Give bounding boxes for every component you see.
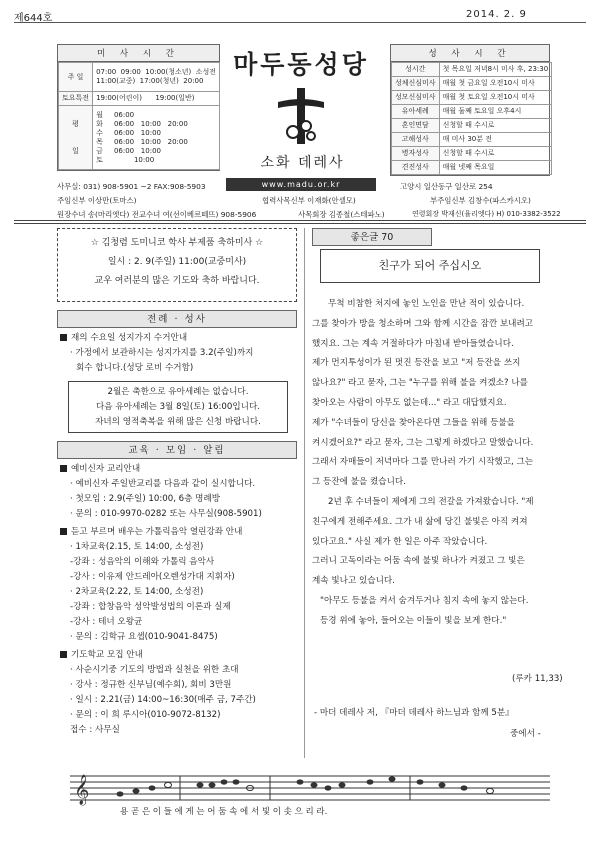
source-citation-suffix: 중에서 - <box>510 729 541 739</box>
celebration-title: ☆ 김청렴 도미니코 학사 부제품 축하미사 ☆ <box>90 238 264 248</box>
music-course-line: · 2차교육(2.22, 토 14:00, 소성전) <box>70 587 204 597</box>
music-course-line: -강좌 : 합창음악 성악발성법의 이론과 실제 <box>70 602 231 612</box>
music-staff <box>70 768 550 806</box>
associate-pastor: 부주임신부 김창수(파스카시오) <box>430 196 531 205</box>
good-word-paragraph: 했지요. 그는 계속 거절하다가 마침내 받아들였습니다. <box>312 338 514 349</box>
cross-rose-logo <box>278 88 324 144</box>
ash-wednesday-title-text: 재의 수요일 성지가지 수거안내 <box>71 333 188 343</box>
good-word-label: 좋은글 70 <box>312 228 432 246</box>
sacrament-key: 견진성사 <box>392 161 440 175</box>
sacrament-key: 유아세례 <box>392 105 440 119</box>
prayer-school-title <box>60 648 262 663</box>
issue-number: 제644호 <box>14 13 53 24</box>
mass-row-key: 평 일 <box>59 106 93 170</box>
celebration-box <box>57 228 297 302</box>
column-divider <box>304 228 305 758</box>
top-rule <box>14 22 586 23</box>
music-course-line: · 문의 : 김학규 요셉(010-9041-8475) <box>70 632 218 642</box>
assistant-priest: 협력사목신부 이재화(안셀모) <box>262 196 356 205</box>
bullet-square-icon <box>60 465 67 472</box>
good-word-paragraph: 켜시겠어요?" 라고 묻자, 그는 그렇게 하겠다고 말했습니다. <box>312 437 534 448</box>
good-word-paragraph: 등경 위에 놓아, 들어오는 이들이 빛을 보게 한다." <box>320 615 507 626</box>
sisters: 원장수녀 송(마리엣다) 전교수녀 여(선이베르떼뜨) 908-5906 <box>57 210 257 219</box>
ash-wednesday-line: 회수 합니다.(성당 로비 수거함) <box>76 363 194 373</box>
good-word-paragraph: 찾아오는 사람이 아무도 없는데..." 라고 대답했지요. <box>312 397 507 408</box>
sacrament-value: 매월 첫 금요일 오전10시 미사 <box>439 77 552 91</box>
music-course-title-text: 듣고 부르며 배우는 가톨릭음악 열린강좌 안내 <box>71 527 243 537</box>
parish-name: 마두동성당 <box>233 50 369 79</box>
good-word-paragraph: 친구에게 전해주세요. 그가 내 삶에 당긴 불빛은 아직 켜져 <box>312 516 528 527</box>
sacrament-value: 첫 목요일 저녁8시 미사 후, 23:30 <box>439 63 552 77</box>
prayer-school-line: · 강사 : 정규한 신부님(예수회), 회비 3만원 <box>70 680 232 690</box>
good-word-paragraph: 2년 후 수녀들이 제에게 그의 전갈을 가져왔습니다. "제 <box>328 496 534 507</box>
sacrament-times-table <box>390 44 550 176</box>
patron-saint: 소화 데레사 <box>260 155 345 171</box>
sacrament-value: 매월 넷째 목요일 <box>439 161 552 175</box>
scripture-reference: (루카 11,33) <box>512 674 563 684</box>
sacrament-key: 성모신심미사 <box>392 91 440 105</box>
education-list <box>60 462 262 738</box>
good-word-body <box>312 295 587 632</box>
liturgy-header <box>57 310 297 328</box>
education-title: 교육 · 모임 · 알림 <box>128 445 226 456</box>
sacrament-key: 병자성사 <box>392 147 440 161</box>
mass-row-value: 월 06:00 화 06:00 10:00 20:00 수 06:00 10:00 목 06:00 10:00 20:00 금 06:00 10:00 토 10:00 <box>93 106 220 170</box>
music-course-line: · 1차교육(2.15, 토 14:00, 소성전) <box>70 542 204 552</box>
prayer-school-title-text: 기도학교 모집 안내 <box>71 650 143 660</box>
music-course-line: -강사 : 테너 오왕균 <box>70 617 143 627</box>
catechumen-title-text: 예비신자 교리안내 <box>71 464 141 474</box>
sacrament-value: 신청할 때 수시로 <box>439 147 552 161</box>
baptism-notice-line: 2월은 축한으로 유아세례는 없습니다. <box>107 387 249 397</box>
header-rule <box>14 220 586 221</box>
good-word-paragraph: 제가 "수녀들이 당신을 찾아온다면 그들을 위해 등불을 <box>312 417 515 428</box>
ash-wednesday-title <box>60 331 187 346</box>
sacrament-key: 혼인면담 <box>392 119 440 133</box>
sacrament-times-title: 성 사 시 간 <box>391 45 549 62</box>
mass-row-value: 19:00(어린이) 19:00(일반) <box>93 92 220 106</box>
good-word-paragraph: 그래서 자매들이 저녁마다 그를 만나러 가기 시작했고, 그는 <box>312 457 534 468</box>
prayer-school-line: · 문의 : 이 희 루시아(010-9072-8132) <box>70 710 221 720</box>
address: 고양시 일산동구 일산로 254 <box>400 182 493 191</box>
education-header <box>57 441 297 459</box>
good-word-paragraph: 계속 빛나고 있습니다. <box>312 576 395 587</box>
funeral-president: 연령회장 박재신(율리엣다) H) 010-3382-3522 <box>412 210 561 218</box>
website-url[interactable]: www.madu.or.kr <box>226 178 376 191</box>
sacrament-key: 고해성사 <box>392 133 440 147</box>
bullet-square-icon <box>60 528 67 535</box>
good-word-paragraph: 그러니 고독이라는 어둠 속에 불빛 하나가 켜졌고 그 빛은 <box>312 556 525 567</box>
good-word-paragraph: 있다고요." 사실 제가 한 일은 아주 작았습니다. <box>312 536 488 547</box>
hymn-lyrics: 용 곧 은 이 들 에 게 는 어 둠 속 에 서 빛 이 솟 으 리 라. <box>120 807 328 817</box>
sacrament-value: 신청할 때 수시로 <box>439 119 552 133</box>
mass-row-key: 토요특전 <box>59 92 93 106</box>
music-course-title <box>60 525 262 540</box>
mass-times-table <box>57 44 220 171</box>
mass-times-title: 미 사 시 간 <box>58 45 219 62</box>
good-word-paragraph: 제가 먼지투성이가 된 멋진 등잔을 보고 "저 등잔을 쓰지 <box>312 358 521 369</box>
good-word-paragraph: 않나요?" 라고 묻자, 그는 "누구를 위해 불을 켜겠소? 나를 <box>312 378 528 389</box>
issue-date: 2014. 2. 9 <box>466 9 527 20</box>
prayer-school-line: · 일시 : 2.21(금) 14:00~16:30(매주 금, 7주간) <box>70 695 256 705</box>
baptism-notice-box <box>68 381 288 433</box>
catechumen-line: · 문의 : 010-9970-0282 또는 사무실(908-5901) <box>70 509 262 519</box>
celebration-time: 일시 : 2. 9(주일) 11:00(교중미사) <box>107 257 247 267</box>
music-course-line: -강좌 : 성음악의 이해와 가톨릭 음악사 <box>70 557 215 567</box>
pastor: 주임신부 이상만(토마스) <box>57 196 137 205</box>
header-rule-2 <box>14 223 586 224</box>
good-word-paragraph: 그 등잔에 불을 켰습니다. <box>312 477 406 488</box>
mass-row-key: 주 일 <box>59 63 93 92</box>
good-word-paragraph: 무척 비참한 처지에 놓인 노인을 만난 적이 있습니다. <box>328 299 525 309</box>
prayer-school-line: 접수 : 사무실 <box>70 725 120 735</box>
baptism-notice-line: 자녀의 영적축복을 위해 많은 신청 바랍니다. <box>95 417 261 427</box>
sacrament-value: 매월 둘째 토요일 오후4시 <box>439 105 552 119</box>
bullet-square-icon <box>60 334 67 341</box>
catechumen-title <box>60 462 262 477</box>
bullet-square-icon <box>60 651 67 658</box>
sacrament-value: 매월 첫 토요일 오전10시 미사 <box>439 91 552 105</box>
catechumen-line: · 첫모임 : 2.9(주일) 10:00, 6층 명례방 <box>70 494 221 504</box>
baptism-notice-line: 다음 유아세례는 3월 8일(토) 16:00입니다. <box>96 402 260 412</box>
celebration-request: 교우 여러분의 많은 기도와 축하 바랍니다. <box>94 276 260 286</box>
liturgy-title: 전례 · 성사 <box>147 314 207 325</box>
sacrament-key: 성시간 <box>392 63 440 77</box>
sacrament-key: 성체신심미사 <box>392 77 440 91</box>
office-phone: 사무실: 031) 908-5901 ~2 FAX:908-5903 <box>57 182 206 191</box>
council-president: 사목회장 김종철(스테파노) <box>298 210 385 219</box>
music-course-line: -강사 : 이유제 안드레아(오렌성가대 지휘자) <box>70 572 235 582</box>
good-word-paragraph: 그를 찾아가 방을 청소하며 그와 함께 시간을 잠깐 보내려고 <box>312 318 534 329</box>
catechumen-line: · 예비신자 주일반교리를 다음과 같이 실시합니다. <box>70 479 256 489</box>
ash-wednesday-line: · 가정에서 보관하시는 성지가지를 3.2(주일)까지 <box>70 348 254 358</box>
sacrament-value: 매 미사 30분 전 <box>439 133 552 147</box>
good-word-paragraph: "아무도 등불을 켜서 숨겨두거나 침지 속에 놓지 않는다. <box>320 595 529 606</box>
good-word-title: 친구가 되어 주십시오 <box>320 249 540 283</box>
source-citation: - 마더 데레사 저, 『마더 데레사 하느님과 함께 5분』 <box>314 708 514 718</box>
mass-row-value: 07:00 09:00 10:00(청소년) 소성전 11:00(교중) 17:00(청년) 20:00 <box>93 63 220 92</box>
svg-text:𝄞: 𝄞 <box>74 775 90 805</box>
prayer-school-line: · 사순시기중 기도의 방법과 실천을 위한 초대 <box>70 665 239 675</box>
